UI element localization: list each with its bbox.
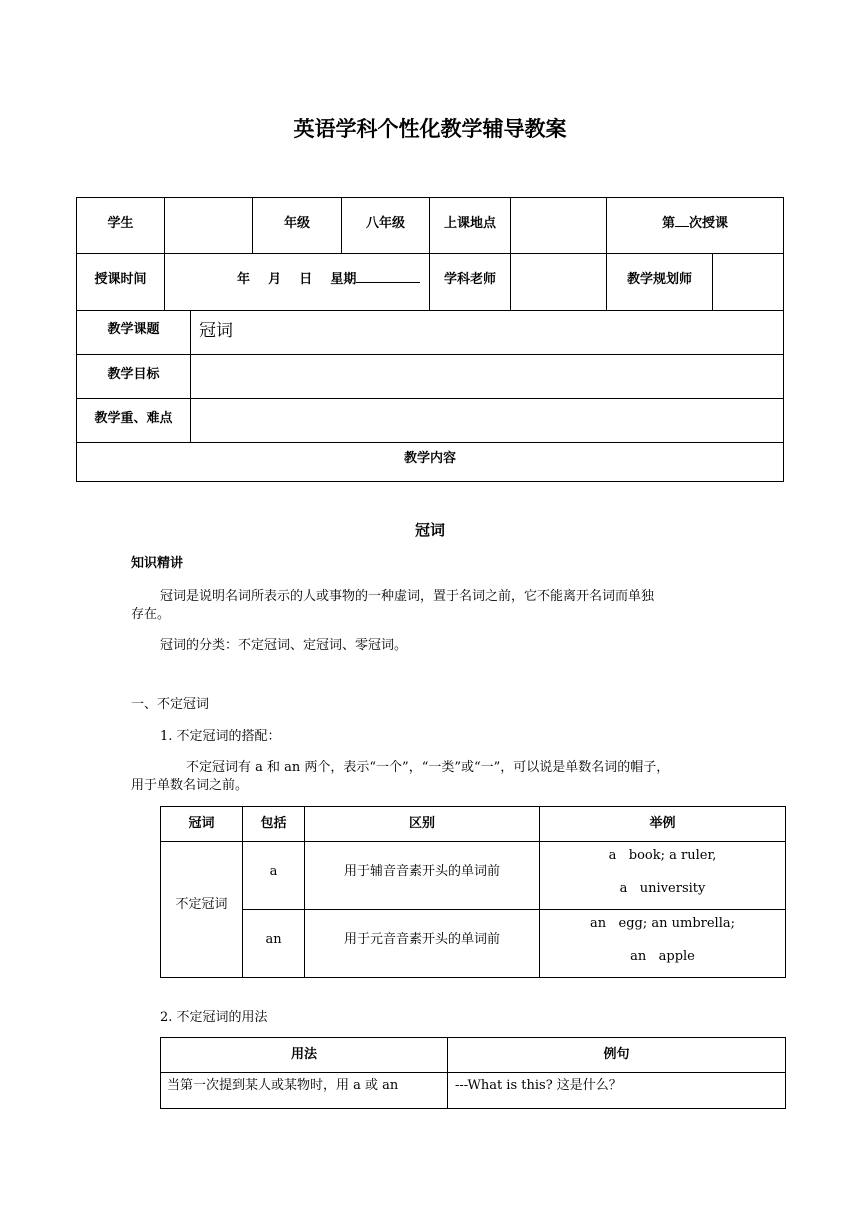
table1-header-includes: 包括 bbox=[260, 816, 287, 831]
table2-header-example: 例句 bbox=[603, 1047, 630, 1062]
heading-indefinite-article: 一、不定冠词 bbox=[131, 697, 210, 712]
date-fields: 年 月 日 星期 bbox=[237, 268, 427, 287]
teacher-label: 学科老师 bbox=[443, 272, 496, 287]
table1-cell-a: a bbox=[269, 864, 278, 879]
key-points-label: 教学重、难点 bbox=[94, 411, 173, 426]
student-label: 学生 bbox=[107, 216, 134, 231]
paragraph-definition-line1: 冠词是说明名词所表示的人或事物的一种虚词，置于名词之前，它不能离开名词而单独 bbox=[160, 589, 655, 604]
subheading-collocation: 1. 不定冠词的搭配： bbox=[160, 729, 281, 744]
section-title: 冠词 bbox=[414, 521, 445, 539]
goal-label: 教学目标 bbox=[107, 367, 160, 382]
table1-cell-a-rule: 用于辅音音素开头的单词前 bbox=[343, 864, 500, 879]
paragraph-definition-line2: 存在。 bbox=[131, 607, 171, 622]
subheading-knowledge: 知识精讲 bbox=[131, 556, 184, 571]
planner-label: 教学规划师 bbox=[626, 272, 692, 287]
table1-row-label: 不定冠词 bbox=[175, 897, 228, 912]
grade-value: 八年级 bbox=[365, 216, 405, 231]
grade-label: 年级 bbox=[283, 216, 310, 231]
content-label: 教学内容 bbox=[403, 451, 456, 466]
table1-cell-an-example1: an egg; an umbrella; bbox=[590, 916, 735, 931]
table2-header-usage: 用法 bbox=[290, 1047, 317, 1062]
table1-cell-an: an bbox=[265, 932, 282, 947]
paragraph-indefinite-line1: 不定冠词有 a 和 an 两个，表示“一个”，“一类”或“一”，可以说是单数名词的帽子， bbox=[186, 760, 670, 775]
table1-cell-an-example2: an apple bbox=[630, 949, 695, 964]
page-title: 英语学科个性化教学辅导教案 bbox=[293, 117, 567, 141]
table1-header-difference: 区别 bbox=[408, 816, 435, 831]
table1-cell-an-rule: 用于元音音素开头的单词前 bbox=[343, 932, 500, 947]
table2-row-usage: 当第一次提到某人或某物时，用 a 或 an bbox=[167, 1078, 399, 1093]
subheading-usage: 2. 不定冠词的用法 bbox=[160, 1010, 268, 1025]
table1-cell-a-example2: a university bbox=[619, 881, 706, 896]
table1-cell-a-example1: a book; a ruler, bbox=[608, 848, 717, 863]
table1-header-example: 举例 bbox=[649, 816, 676, 831]
location-label: 上课地点 bbox=[443, 216, 496, 231]
paragraph-indefinite-line2: 用于单数名词之前。 bbox=[131, 778, 249, 793]
topic-value: 冠词 bbox=[199, 321, 233, 341]
table2-row-example: ---What is this? 这是什么？ bbox=[455, 1078, 622, 1093]
topic-label: 教学课题 bbox=[107, 322, 160, 337]
session-count: 第 次授课 bbox=[661, 216, 729, 231]
time-label: 授课时间 bbox=[94, 272, 147, 287]
table1-header-article: 冠词 bbox=[188, 816, 215, 831]
paragraph-classification: 冠词的分类：不定冠词、定冠词、零冠词。 bbox=[160, 638, 408, 653]
